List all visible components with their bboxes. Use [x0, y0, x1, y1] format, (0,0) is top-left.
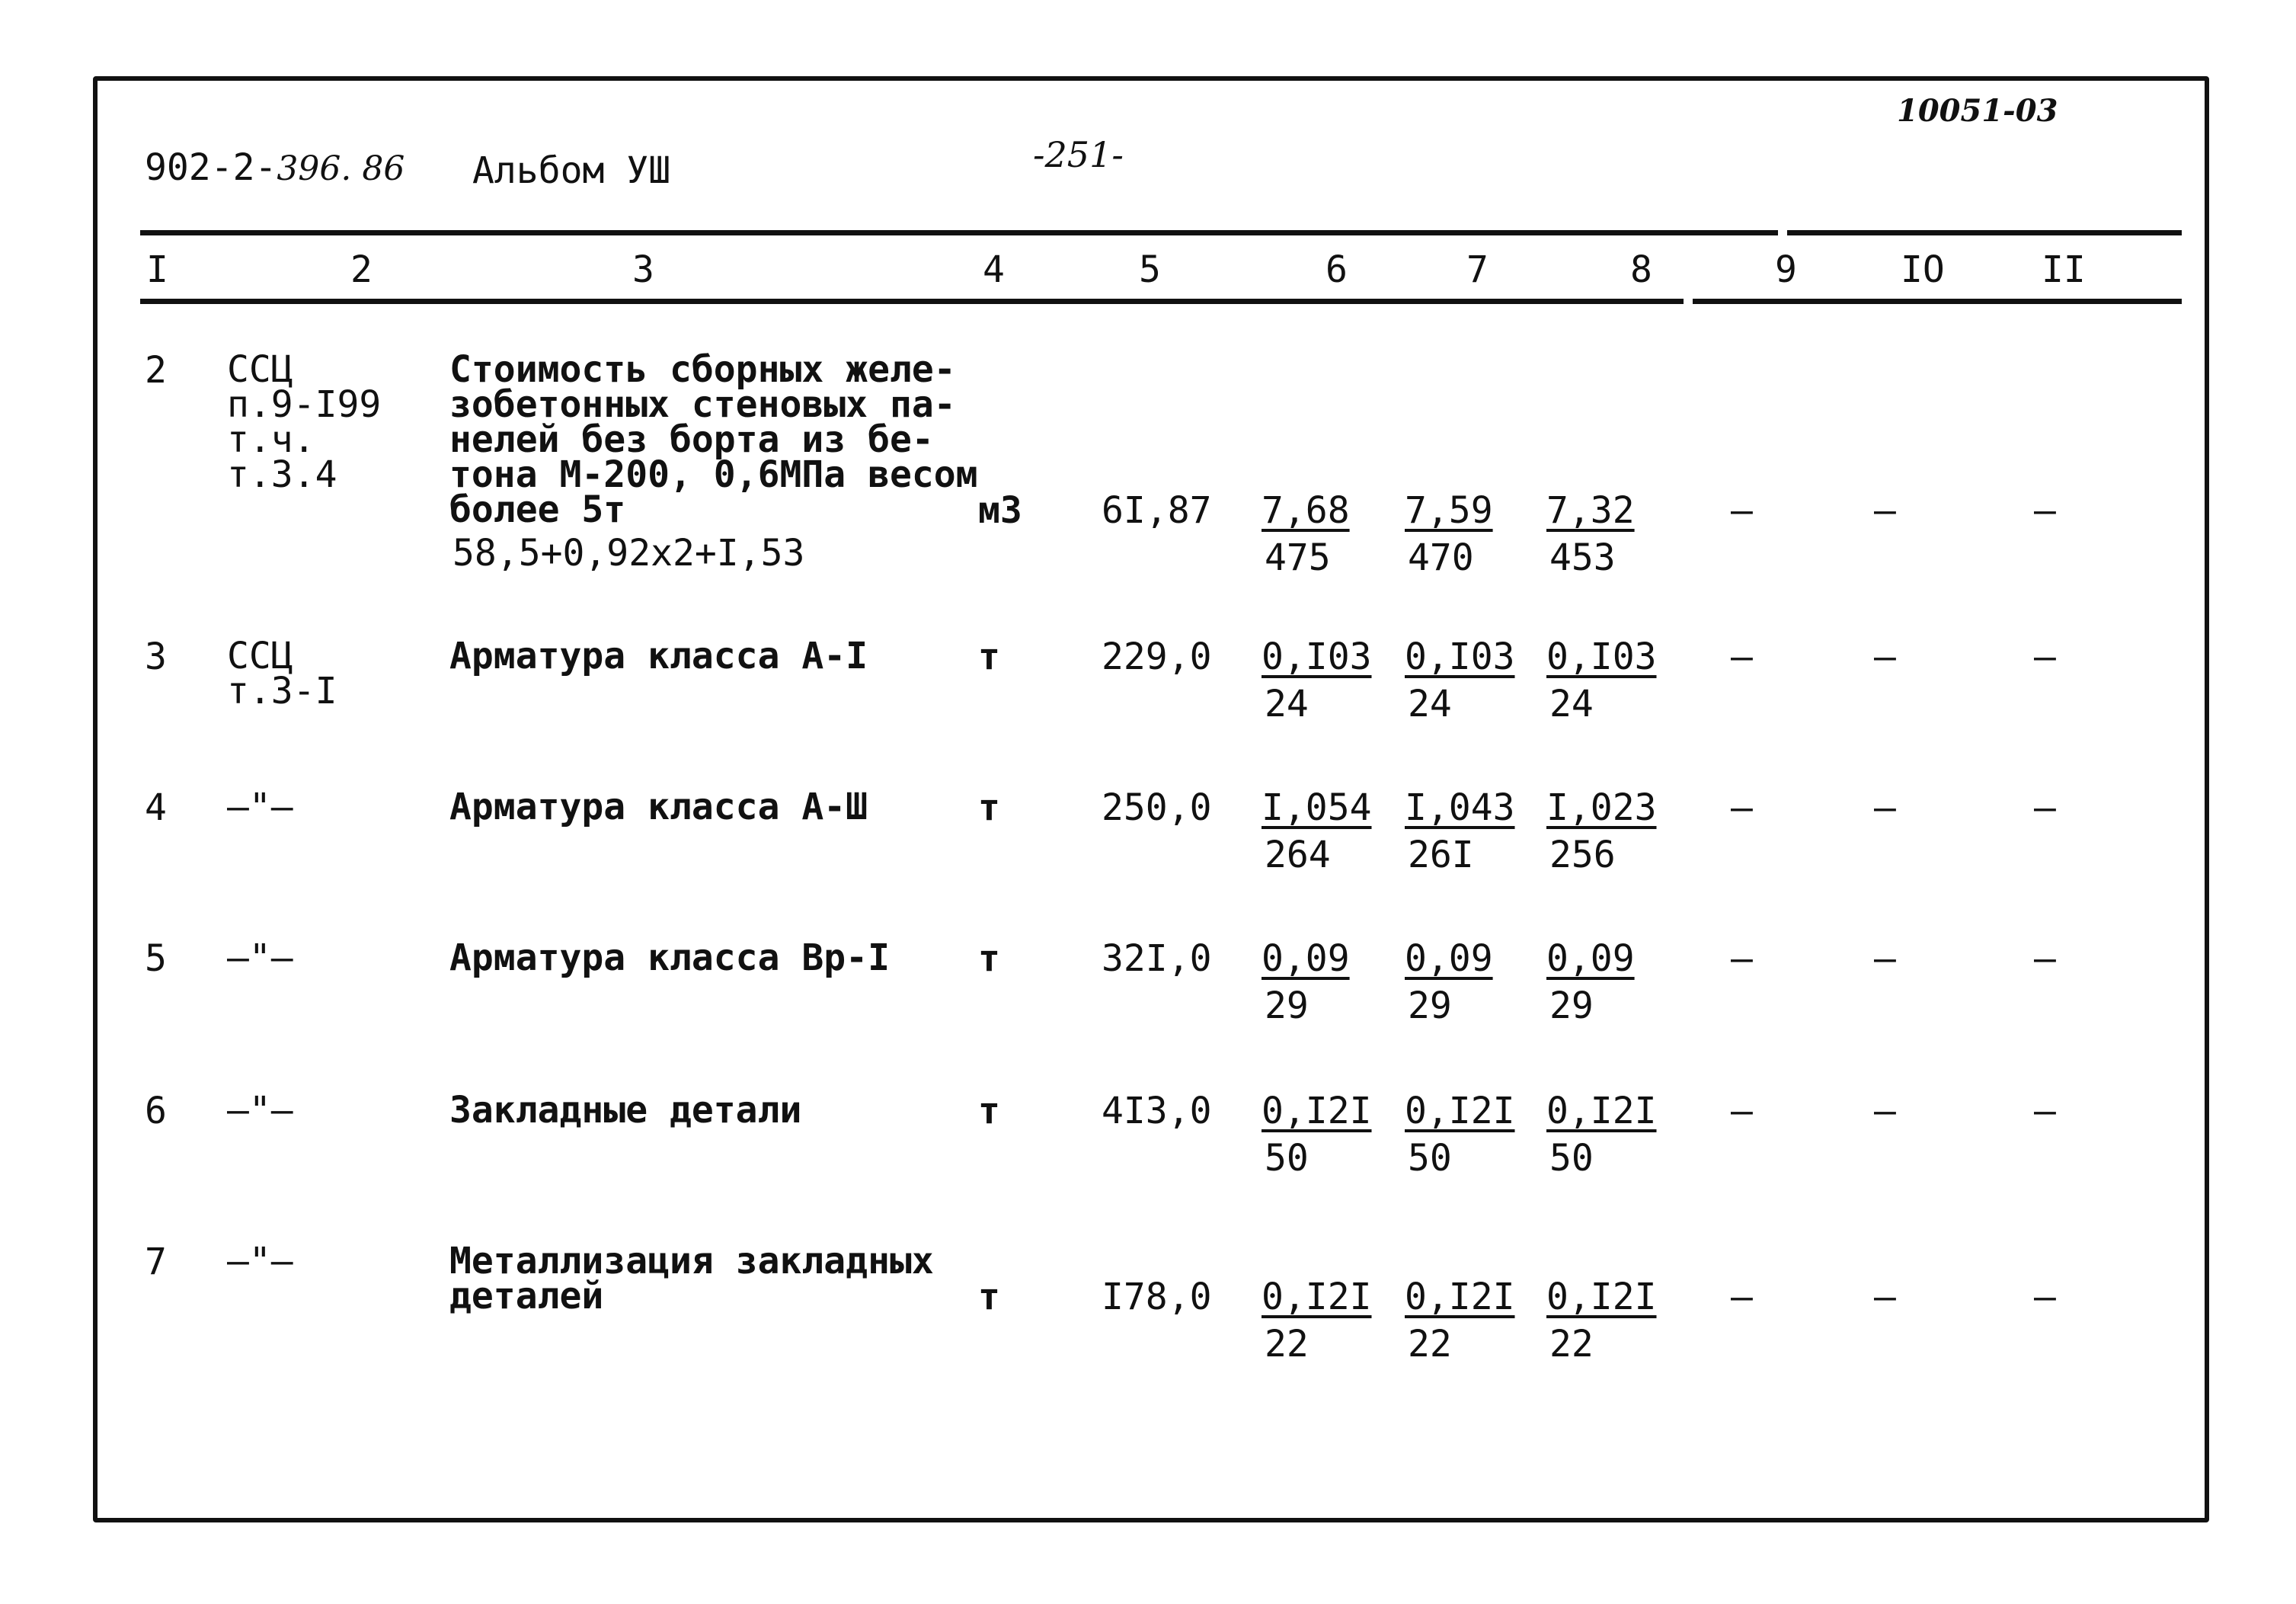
page-number: -251- [1033, 134, 1124, 175]
fraction-numerator: 7,59 [1405, 489, 1493, 532]
fraction-denominator: 24 [1265, 683, 1309, 725]
row-number: 5 [145, 937, 167, 980]
value-fraction-6 [1262, 1090, 1372, 1180]
source-reference [227, 1240, 293, 1282]
source-line: –"– [227, 786, 293, 828]
unit-price: I78,0 [1102, 1276, 1212, 1318]
source-line: ССЦ [227, 635, 293, 677]
empty-dash-11: – [2034, 1276, 2056, 1318]
column-header-7: 7 [1466, 248, 1489, 291]
value-fraction-6 [1262, 489, 1350, 579]
item-name-line: зобетонных стеновых па- [449, 383, 956, 426]
fraction-numerator: 0,09 [1262, 937, 1350, 980]
fraction-numerator: 0,I2I [1546, 1276, 1657, 1318]
column-header-11: II [2042, 248, 2086, 291]
fraction-denominator: 29 [1265, 984, 1309, 1027]
item-name [449, 786, 868, 828]
item-name [449, 1240, 934, 1317]
source-line: т.3.4 [227, 453, 337, 496]
album-label: Альбом УШ [472, 149, 671, 192]
unit-price: 229,0 [1102, 636, 1212, 678]
header-top-rule [140, 230, 2182, 235]
value-fraction-8 [1546, 636, 1657, 725]
value-fraction-6 [1262, 786, 1372, 876]
document-code-printed: 902-2- [145, 146, 277, 189]
column-header-8: 8 [1630, 248, 1652, 291]
row-number: 6 [145, 1090, 167, 1132]
unit: т [978, 1090, 1000, 1132]
fraction-denominator: 50 [1549, 1137, 1594, 1180]
column-header-10: IO [1901, 248, 1945, 291]
fraction-numerator: 0,I03 [1405, 636, 1515, 678]
fraction-numerator: 0,I2I [1546, 1090, 1657, 1132]
unit-price: 250,0 [1102, 786, 1212, 829]
fraction-numerator: 0,I2I [1262, 1276, 1372, 1318]
value-fraction-7 [1405, 489, 1493, 579]
fraction-denominator: 24 [1549, 683, 1594, 725]
unit: т [978, 937, 1000, 980]
document-code [145, 146, 405, 189]
item-name-line: нелей без борта из бе- [449, 418, 934, 461]
empty-dash-10: – [1874, 786, 1896, 829]
source-line: т.ч. [227, 418, 315, 461]
fraction-numerator: 0,I2I [1405, 1090, 1515, 1132]
empty-dash-10: – [1874, 937, 1896, 980]
item-name-line: деталей [449, 1275, 604, 1317]
value-fraction-8 [1546, 1090, 1657, 1180]
column-header-2: 2 [350, 248, 373, 291]
header-top-rule-gap [1778, 227, 1787, 239]
empty-dash-10: – [1874, 1276, 1896, 1318]
empty-dash-9: – [1731, 489, 1753, 532]
fraction-denominator: 453 [1549, 536, 1616, 579]
item-name-line: Стоимость сборных желе- [449, 348, 956, 391]
empty-dash-9: – [1731, 786, 1753, 829]
item-name [449, 1089, 802, 1132]
item-name-line: Металлизация закладных [449, 1240, 934, 1282]
empty-dash-10: – [1874, 636, 1896, 678]
source-line: ССЦ [227, 348, 293, 391]
empty-dash-9: – [1731, 1276, 1753, 1318]
fraction-numerator: 0,09 [1405, 937, 1493, 980]
source-line: –"– [227, 1089, 293, 1132]
item-name-line: более 5т [449, 488, 626, 531]
fraction-numerator: I,023 [1546, 786, 1657, 829]
fraction-numerator: 0,09 [1546, 937, 1635, 980]
fraction-numerator: 0,I2I [1262, 1090, 1372, 1132]
source-reference [227, 348, 382, 496]
empty-dash-11: – [2034, 636, 2056, 678]
corner-mark: 10051-03 [1897, 93, 2058, 129]
value-fraction-8 [1546, 1276, 1657, 1365]
row-number: 3 [145, 636, 167, 678]
source-line: т.3-I [227, 670, 337, 712]
fraction-numerator: 0,I2I [1405, 1276, 1515, 1318]
header-bottom-rule [140, 299, 2182, 304]
unit: т [978, 1276, 1000, 1318]
empty-dash-11: – [2034, 1090, 2056, 1132]
row-number: 4 [145, 786, 167, 829]
row-number: 2 [145, 349, 167, 392]
item-name-line: Арматура класса А-I [449, 635, 868, 677]
empty-dash-9: – [1731, 636, 1753, 678]
item-name [449, 936, 890, 979]
row-number: 7 [145, 1241, 167, 1283]
value-fraction-6 [1262, 636, 1372, 725]
header-bottom-rule-gap [1684, 296, 1693, 308]
value-fraction-6 [1262, 937, 1350, 1027]
fraction-numerator: I,054 [1262, 786, 1372, 829]
item-name-line: Арматура класса А-Ш [449, 786, 868, 828]
item-name-line: тона М-200, 0,6МПа весом [449, 453, 978, 496]
column-header-9: 9 [1775, 248, 1797, 291]
value-fraction-8 [1546, 786, 1657, 876]
column-header-5: 5 [1139, 248, 1161, 291]
source-line: п.9-I99 [227, 383, 382, 426]
fraction-denominator: 264 [1265, 834, 1331, 876]
unit-price: 32I,0 [1102, 937, 1212, 980]
value-fraction-7 [1405, 1276, 1515, 1365]
fraction-denominator: 50 [1265, 1137, 1309, 1180]
fraction-denominator: 22 [1265, 1323, 1309, 1365]
empty-dash-9: – [1731, 937, 1753, 980]
value-fraction-6 [1262, 1276, 1372, 1365]
source-reference [227, 936, 293, 979]
column-header-6: 6 [1325, 248, 1348, 291]
column-header-3: 3 [632, 248, 654, 291]
column-header-4: 4 [983, 248, 1005, 291]
fraction-numerator: 7,68 [1262, 489, 1350, 532]
fraction-numerator: 0,I03 [1546, 636, 1657, 678]
fraction-denominator: 470 [1408, 536, 1474, 579]
value-fraction-7 [1405, 937, 1493, 1027]
fraction-numerator: 7,32 [1546, 489, 1635, 532]
source-reference [227, 635, 337, 712]
empty-dash-10: – [1874, 489, 1896, 532]
fraction-denominator: 29 [1549, 984, 1594, 1027]
column-header-1: I [146, 248, 168, 291]
fraction-denominator: 29 [1408, 984, 1452, 1027]
unit: м3 [978, 489, 1022, 532]
fraction-denominator: 24 [1408, 683, 1452, 725]
fraction-numerator: 0,I03 [1262, 636, 1372, 678]
empty-dash-11: – [2034, 937, 2056, 980]
unit-price: 6I,87 [1102, 489, 1212, 532]
calculation-formula: 58,5+0,92x2+I,53 [452, 532, 805, 575]
fraction-numerator: I,043 [1405, 786, 1515, 829]
fraction-denominator: 22 [1549, 1323, 1594, 1365]
source-reference [227, 786, 293, 828]
value-fraction-8 [1546, 937, 1635, 1027]
fraction-denominator: 50 [1408, 1137, 1452, 1180]
item-name-line: Арматура класса Вр-I [449, 936, 890, 979]
unit-price: 4I3,0 [1102, 1090, 1212, 1132]
item-name [449, 348, 978, 531]
fraction-denominator: 26I [1408, 834, 1474, 876]
fraction-denominator: 256 [1549, 834, 1616, 876]
empty-dash-9: – [1731, 1090, 1753, 1132]
source-line: –"– [227, 936, 293, 979]
item-name-line: Закладные детали [449, 1089, 802, 1132]
empty-dash-10: – [1874, 1090, 1896, 1132]
value-fraction-7 [1405, 1090, 1515, 1180]
unit: т [978, 636, 1000, 678]
value-fraction-8 [1546, 489, 1635, 579]
document-code-handwritten: 396. 86 [277, 149, 405, 188]
source-reference [227, 1089, 293, 1132]
empty-dash-11: – [2034, 489, 2056, 532]
value-fraction-7 [1405, 786, 1515, 876]
source-line: –"– [227, 1240, 293, 1282]
fraction-denominator: 475 [1265, 536, 1331, 579]
item-name [449, 635, 868, 677]
empty-dash-11: – [2034, 786, 2056, 829]
value-fraction-7 [1405, 636, 1515, 725]
unit: т [978, 786, 1000, 829]
fraction-denominator: 22 [1408, 1323, 1452, 1365]
